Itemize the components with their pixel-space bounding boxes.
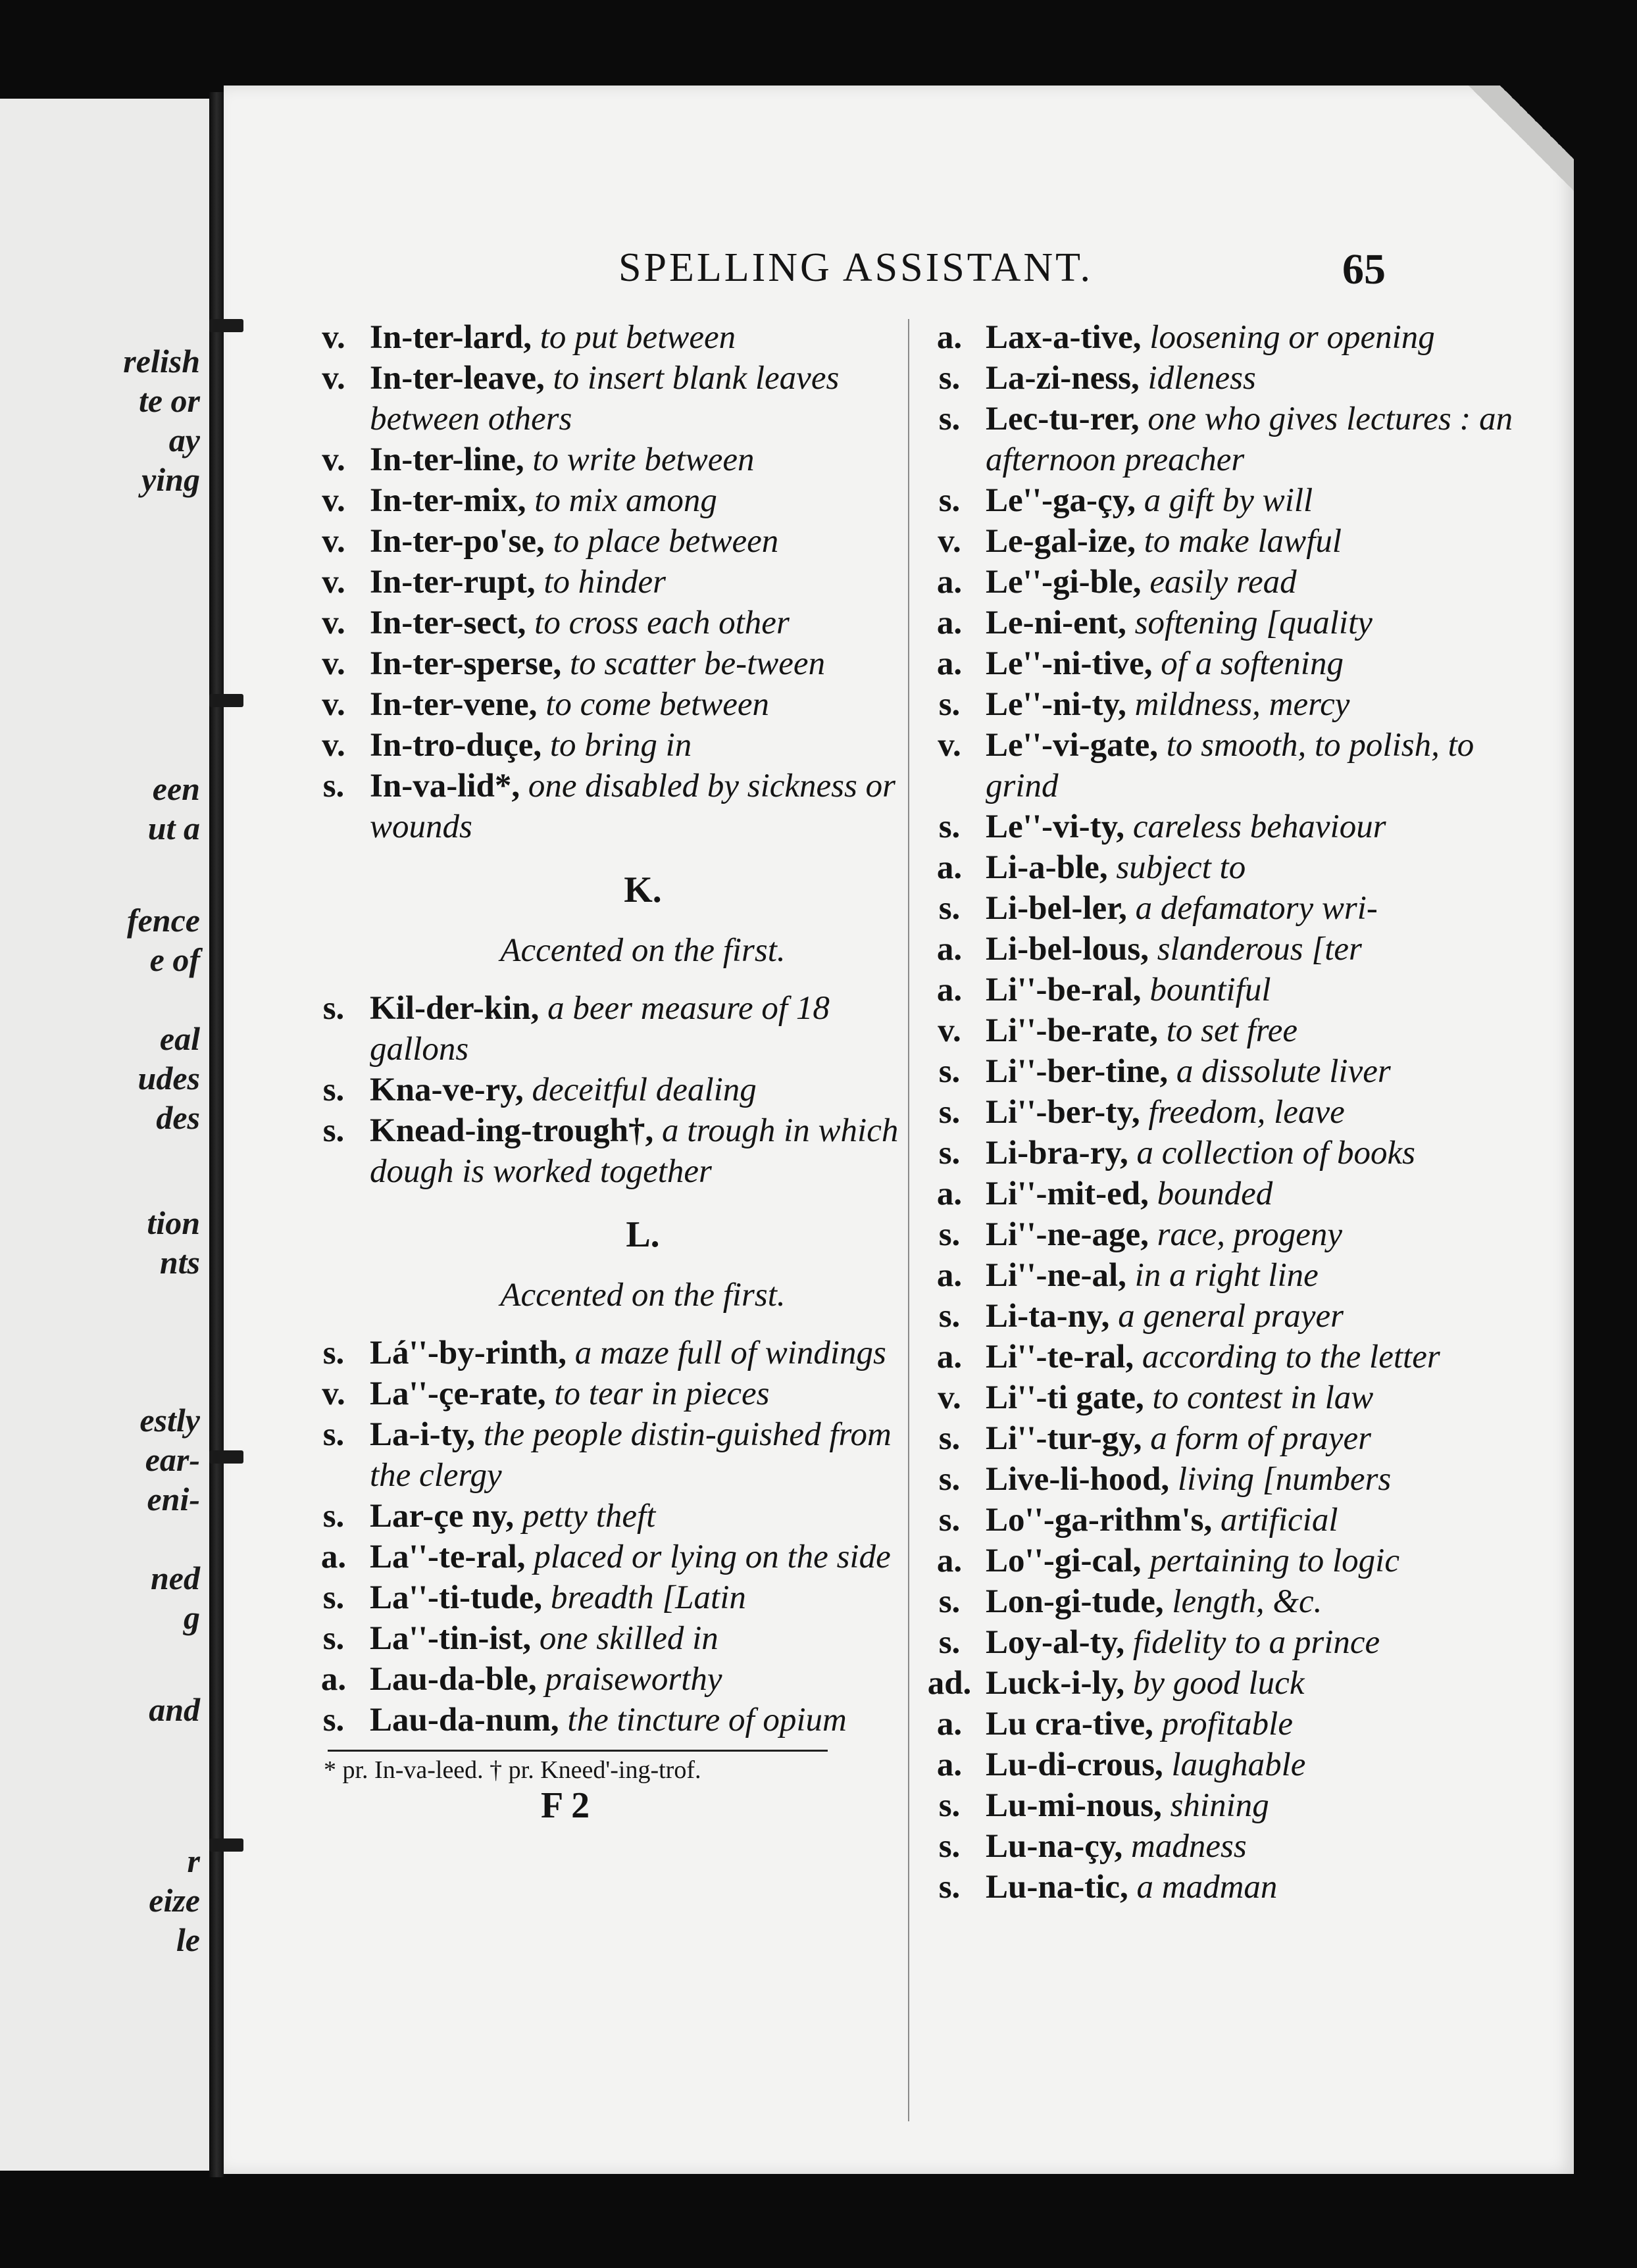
headword: Li-bra-ry, [986, 1135, 1128, 1171]
section-heading-l: L. [626, 1214, 660, 1255]
dictionary-entry [920, 1704, 1550, 1744]
signature-mark: F 2 [541, 1785, 590, 1826]
definition: idleness [1147, 360, 1256, 397]
definition: to place between [553, 523, 779, 560]
margin-text-fragment: ying [141, 461, 200, 498]
headword: Le''-vi-ty, [986, 808, 1125, 845]
margin-text-fragment: een [152, 770, 200, 807]
part-of-speech: s. [322, 1702, 345, 1738]
part-of-speech: v. [322, 523, 345, 560]
definition: a form of prayer [1150, 1420, 1372, 1457]
dictionary-entry [304, 766, 909, 847]
dictionary-entry [304, 988, 909, 1070]
headword: Li''-ne-age, [986, 1216, 1149, 1253]
part-of-speech: s. [322, 1620, 345, 1657]
right-column [920, 317, 1550, 1908]
definition: one who gives lectures : an afternoon preacher [986, 401, 1513, 478]
part-of-speech: s. [322, 1072, 345, 1108]
dictionary-entry [304, 725, 909, 766]
dictionary-entry [920, 358, 1550, 399]
page-header [224, 245, 1574, 317]
headword: In-va-lid*, [370, 768, 520, 804]
part-of-speech: s. [938, 360, 961, 397]
part-of-speech: v. [938, 1379, 961, 1416]
part-of-speech: s. [322, 1335, 345, 1371]
dictionary-entry [304, 1070, 909, 1110]
binding-clip [209, 1450, 243, 1464]
definition: slanderous [ter [1157, 931, 1362, 968]
headword: In-tro-duçe, [370, 727, 542, 764]
dictionary-entry [920, 1092, 1550, 1133]
dictionary-entry [920, 847, 1550, 888]
headword: In-ter-leave, [370, 360, 545, 397]
headword: Le-gal-ize, [986, 523, 1136, 560]
margin-text-fragment: relish [123, 343, 200, 380]
headword: Kil-der-kin, [370, 990, 540, 1027]
definition: to come between [545, 686, 770, 723]
part-of-speech: v. [322, 482, 345, 519]
dictionary-entry [304, 603, 909, 643]
entry-list-i [304, 317, 909, 847]
entry-list-l [304, 1333, 909, 1740]
definition: laughable [1171, 1746, 1306, 1783]
definition: a collection of books [1136, 1135, 1415, 1171]
definition: the tincture of opium [567, 1702, 847, 1738]
definition: living [numbers [1177, 1461, 1392, 1498]
dictionary-entry [920, 1337, 1550, 1377]
margin-text-fragment: udes [138, 1060, 200, 1097]
footnote: * pr. In-va-leed. † pr. Kneed'-ing-trof. [324, 1756, 701, 1784]
headword: La''-ti-tude, [370, 1579, 543, 1616]
part-of-speech: a. [936, 849, 963, 886]
headword: Kna-ve-ry, [370, 1072, 524, 1108]
definition: to make lawful [1144, 523, 1342, 560]
headword: Lax-a-tive, [986, 319, 1142, 356]
part-of-speech: s. [938, 401, 961, 437]
headword: Le''-vi-gate, [986, 727, 1158, 764]
headword: Lo''-gi-cal, [986, 1542, 1142, 1579]
part-of-speech: s. [938, 1461, 961, 1498]
headword: Lar-çe ny, [370, 1498, 515, 1535]
definition: a dissolute liver [1176, 1053, 1391, 1090]
headword: In-ter-mix, [370, 482, 526, 519]
dictionary-entry [920, 806, 1550, 847]
part-of-speech: a. [936, 972, 963, 1008]
definition: in a right line [1134, 1257, 1319, 1294]
definition: of a softening [1161, 645, 1344, 682]
part-of-speech: a. [936, 931, 963, 968]
definition: according to the letter [1142, 1339, 1440, 1375]
definition: a maze full of windings [574, 1335, 886, 1371]
part-of-speech: s. [938, 1053, 961, 1090]
part-of-speech: v. [938, 1012, 961, 1049]
part-of-speech: a. [320, 1539, 347, 1575]
headword: Le-ni-ent, [986, 604, 1126, 641]
dictionary-entry [920, 480, 1550, 521]
part-of-speech: v. [322, 1375, 345, 1412]
dictionary-entry [920, 684, 1550, 725]
part-of-speech: v. [938, 727, 961, 764]
part-of-speech: s. [322, 768, 345, 804]
dictionary-entry [304, 439, 909, 480]
headword: Lo''-ga-rithm's, [986, 1502, 1213, 1539]
definition: to hinder [543, 564, 666, 601]
margin-text-fragment: eni- [147, 1481, 200, 1517]
definition: careless behaviour [1132, 808, 1386, 845]
dictionary-entry [920, 1173, 1550, 1214]
definition: artificial [1220, 1502, 1338, 1539]
part-of-speech: s. [938, 1216, 961, 1253]
part-of-speech: s. [938, 1583, 961, 1620]
part-of-speech: a. [936, 564, 963, 601]
headword: Knead-ing-trough†, [370, 1112, 654, 1149]
dictionary-entry [920, 317, 1550, 358]
definition: petty theft [522, 1498, 656, 1535]
headword: In-ter-sperse, [370, 645, 562, 682]
margin-text-fragment: le [176, 1921, 200, 1958]
headword: Li''-ne-al, [986, 1257, 1126, 1294]
dictionary-entry [304, 684, 909, 725]
part-of-speech: a. [936, 1339, 963, 1375]
part-of-speech: a. [936, 1175, 963, 1212]
dictionary-entry [304, 1659, 909, 1700]
definition: shining [1170, 1787, 1269, 1824]
definition: a defamatory wri- [1135, 890, 1378, 927]
definition: loosening or opening [1149, 319, 1435, 356]
part-of-speech: a. [936, 319, 963, 356]
definition: a beer measure of 18 gallons [370, 990, 830, 1068]
definition: a general prayer [1118, 1298, 1344, 1335]
dictionary-entry [920, 1255, 1550, 1296]
headword: Lon-gi-tude, [986, 1583, 1164, 1620]
part-of-speech: v. [322, 441, 345, 478]
section-heading-k: K. [624, 870, 662, 910]
part-of-speech: s. [322, 1416, 345, 1453]
part-of-speech: s. [938, 1420, 961, 1457]
part-of-speech: s. [938, 482, 961, 519]
adjacent-page-edge [0, 99, 209, 2171]
headword: Li''-mit-ed, [986, 1175, 1149, 1212]
headword: Li-bel-ler, [986, 890, 1127, 927]
definition: to insert blank leaves between others [370, 360, 840, 437]
headword: Li-ta-ny, [986, 1298, 1110, 1335]
definition: placed or lying on the side [534, 1539, 891, 1575]
headword: La-i-ty, [370, 1416, 476, 1453]
dictionary-entry [304, 1333, 909, 1373]
dictionary-entry [920, 399, 1550, 480]
headword: Lu cra-tive, [986, 1706, 1153, 1742]
headword: Lá''-by-rinth, [370, 1335, 567, 1371]
part-of-speech: s. [938, 686, 961, 723]
dictionary-entry [920, 1581, 1550, 1622]
part-of-speech: s. [322, 990, 345, 1027]
margin-text-fragment: and [149, 1691, 200, 1728]
definition: race, progeny [1157, 1216, 1342, 1253]
headword: Le''-ga-çy, [986, 482, 1136, 519]
binding-clip [209, 1838, 243, 1852]
definition: length, &c. [1172, 1583, 1322, 1620]
dictionary-entry [304, 1496, 909, 1537]
headword: Li''-ber-ty, [986, 1094, 1140, 1131]
definition: to put between [540, 319, 736, 356]
binding-clip [209, 694, 243, 707]
definition: profitable [1161, 1706, 1293, 1742]
margin-text-fragment: r [187, 1842, 200, 1879]
part-of-speech: v. [322, 727, 345, 764]
running-title: SPELLING ASSISTANT. [618, 245, 1093, 290]
dictionary-entry [304, 1110, 909, 1192]
headword: La''-çe-rate, [370, 1375, 546, 1412]
headword: Lu-mi-nous, [986, 1787, 1162, 1824]
part-of-speech: v. [322, 360, 345, 397]
headword: Li''-te-ral, [986, 1339, 1134, 1375]
dictionary-entry [304, 1373, 909, 1414]
definition: breadth [Latin [550, 1579, 746, 1616]
margin-text-fragment: e of [149, 941, 200, 978]
definition: subject to [1116, 849, 1246, 886]
definition: freedom, leave [1148, 1094, 1345, 1131]
section-subtitle-k: Accented on the first. [500, 932, 786, 969]
dictionary-entry [920, 1296, 1550, 1337]
definition: to contest in law [1152, 1379, 1374, 1416]
headword: Loy-al-ty, [986, 1624, 1125, 1661]
part-of-speech: s. [322, 1112, 345, 1149]
part-of-speech: a. [320, 1661, 347, 1698]
part-of-speech: s. [938, 1135, 961, 1171]
dictionary-entry [304, 643, 909, 684]
headword: Li''-ti gate, [986, 1379, 1144, 1416]
headword: Lu-na-çy, [986, 1828, 1123, 1865]
definition: to tear in pieces [554, 1375, 770, 1412]
part-of-speech: s. [938, 890, 961, 927]
part-of-speech: v. [322, 564, 345, 601]
part-of-speech: a. [936, 1706, 963, 1742]
part-of-speech: s. [938, 1828, 961, 1865]
part-of-speech: s. [322, 1498, 345, 1535]
definition: to write between [532, 441, 755, 478]
margin-text-fragment: ned [151, 1560, 200, 1596]
definition: to mix among [534, 482, 717, 519]
dictionary-entry [920, 1133, 1550, 1173]
dictionary-entry [920, 1541, 1550, 1581]
book-gutter [209, 92, 224, 2177]
entry-list-k [304, 988, 909, 1192]
margin-text-fragment: nts [159, 1244, 200, 1281]
dictionary-entry [304, 317, 909, 358]
definition: a gift by will [1144, 482, 1313, 519]
part-of-speech: s. [938, 808, 961, 845]
dictionary-entry [920, 521, 1550, 562]
dictionary-entry [920, 1744, 1550, 1785]
headword: Le''-ni-ty, [986, 686, 1126, 723]
dictionary-entry [920, 1418, 1550, 1459]
dictionary-entry [304, 480, 909, 521]
dictionary-entry [920, 1010, 1550, 1051]
headword: Li''-be-rate, [986, 1012, 1158, 1049]
margin-text-fragment: te or [138, 382, 200, 419]
part-of-speech: a. [936, 604, 963, 641]
dictionary-entry [304, 1700, 909, 1740]
definition: a trough in which dough is worked together [370, 1112, 899, 1190]
footnote-rule [328, 1750, 828, 1752]
headword: Li''-ber-tine, [986, 1053, 1169, 1090]
definition: a madman [1136, 1869, 1278, 1906]
definition: softening [quality [1134, 604, 1373, 641]
definition: bountiful [1149, 972, 1271, 1008]
definition: by good luck [1132, 1665, 1305, 1702]
dictionary-entry [920, 1459, 1550, 1500]
left-column [304, 317, 909, 1825]
part-of-speech: v. [322, 645, 345, 682]
dictionary-entry [304, 358, 909, 439]
headword: Le''-ni-tive, [986, 645, 1153, 682]
headword: In-ter-vene, [370, 686, 538, 723]
part-of-speech: s. [322, 1579, 345, 1616]
dictionary-entry [920, 1377, 1550, 1418]
margin-text-fragment: ay [168, 422, 200, 458]
headword: La''-te-ral, [370, 1539, 526, 1575]
margin-text-fragment: des [156, 1099, 200, 1136]
headword: Le''-gi-ble, [986, 564, 1142, 601]
part-of-speech: s. [938, 1624, 961, 1661]
headword: Lu-di-crous, [986, 1746, 1163, 1783]
entry-list-right [920, 317, 1550, 1908]
margin-text-fragment: g [184, 1599, 200, 1636]
part-of-speech: v. [938, 523, 961, 560]
dictionary-entry [920, 603, 1550, 643]
definition: one skilled in [539, 1620, 718, 1657]
margin-text-fragment: eize [149, 1882, 200, 1919]
headword: Lau-da-num, [370, 1702, 559, 1738]
dictionary-entry [920, 888, 1550, 929]
dictionary-entry [304, 1414, 909, 1496]
margin-text-fragment: tion [147, 1204, 200, 1241]
part-of-speech: s. [938, 1869, 961, 1906]
definition: fidelity to a prince [1132, 1624, 1380, 1661]
dictionary-entry [920, 1663, 1550, 1704]
definition: to smooth, to polish, to grind [986, 727, 1474, 804]
headword: Lau-da-ble, [370, 1661, 537, 1698]
binding-clip [209, 319, 243, 332]
dictionary-entry [304, 1537, 909, 1577]
headword: La''-tin-ist, [370, 1620, 532, 1657]
headword: In-ter-sect, [370, 604, 526, 641]
part-of-speech: v. [322, 319, 345, 356]
definition: mildness, mercy [1134, 686, 1350, 723]
dictionary-entry [304, 1618, 909, 1659]
headword: Luck-i-ly, [986, 1665, 1125, 1702]
headword: Lu-na-tic, [986, 1869, 1128, 1906]
headword: In-ter-lard, [370, 319, 532, 356]
dictionary-entry [304, 1577, 909, 1618]
margin-text-fragment: ut a [147, 810, 200, 847]
definition: praiseworthy [545, 1661, 722, 1698]
dictionary-entry [304, 562, 909, 603]
dictionary-entry [920, 643, 1550, 684]
definition: pertaining to logic [1149, 1542, 1399, 1579]
part-of-speech: a. [936, 1746, 963, 1783]
margin-text-fragment: estly [139, 1402, 200, 1439]
dictionary-entry [920, 1051, 1550, 1092]
section-subtitle-l: Accented on the first. [500, 1277, 786, 1314]
definition: to scatter be-tween [570, 645, 826, 682]
headword: Lec-tu-rer, [986, 401, 1140, 437]
dictionary-entry [920, 929, 1550, 970]
part-of-speech: v. [322, 686, 345, 723]
definition: easily read [1149, 564, 1297, 601]
part-of-speech: s. [938, 1787, 961, 1824]
definition: bounded [1157, 1175, 1273, 1212]
margin-text-fragment: eal [159, 1020, 200, 1057]
dictionary-entry [920, 1867, 1550, 1908]
dictionary-entry [304, 521, 909, 562]
headword: Live-li-hood, [986, 1461, 1170, 1498]
part-of-speech: a. [936, 1257, 963, 1294]
headword: In-ter-po'se, [370, 523, 545, 560]
margin-text-fragment: fence [126, 902, 200, 939]
headword: In-ter-line, [370, 441, 524, 478]
definition: to cross each other [534, 604, 790, 641]
definition: the people distin-guished from the clergy [370, 1416, 892, 1494]
dictionary-entry [920, 562, 1550, 603]
part-of-speech: a. [936, 1542, 963, 1579]
dictionary-page [224, 86, 1574, 2174]
margin-text-fragment: ear- [145, 1441, 200, 1478]
headword: La-zi-ness, [986, 360, 1140, 397]
part-of-speech: a. [936, 645, 963, 682]
dictionary-entry [920, 1622, 1550, 1663]
folded-page-corner [1442, 86, 1574, 217]
headword: Li''-be-ral, [986, 972, 1142, 1008]
definition: to bring in [549, 727, 692, 764]
part-of-speech: s. [938, 1298, 961, 1335]
dictionary-entry [920, 1826, 1550, 1867]
definition: one disabled by sickness or wounds [370, 768, 895, 845]
part-of-speech: s. [938, 1094, 961, 1131]
dictionary-entry [920, 1500, 1550, 1541]
dictionary-entry [920, 970, 1550, 1010]
headword: Li''-tur-gy, [986, 1420, 1142, 1457]
definition: deceitful dealing [532, 1072, 757, 1108]
dictionary-entry [920, 1785, 1550, 1826]
definition: to set free [1166, 1012, 1297, 1049]
part-of-speech: ad. [927, 1665, 972, 1702]
definition: madness [1131, 1828, 1247, 1865]
headword: Li-a-ble, [986, 849, 1108, 886]
page-number: 65 [1342, 245, 1386, 293]
part-of-speech: s. [938, 1502, 961, 1539]
dictionary-entry [920, 1214, 1550, 1255]
headword: Li-bel-lous, [986, 931, 1149, 968]
part-of-speech: v. [322, 604, 345, 641]
headword: In-ter-rupt, [370, 564, 536, 601]
dictionary-entry [920, 725, 1550, 806]
